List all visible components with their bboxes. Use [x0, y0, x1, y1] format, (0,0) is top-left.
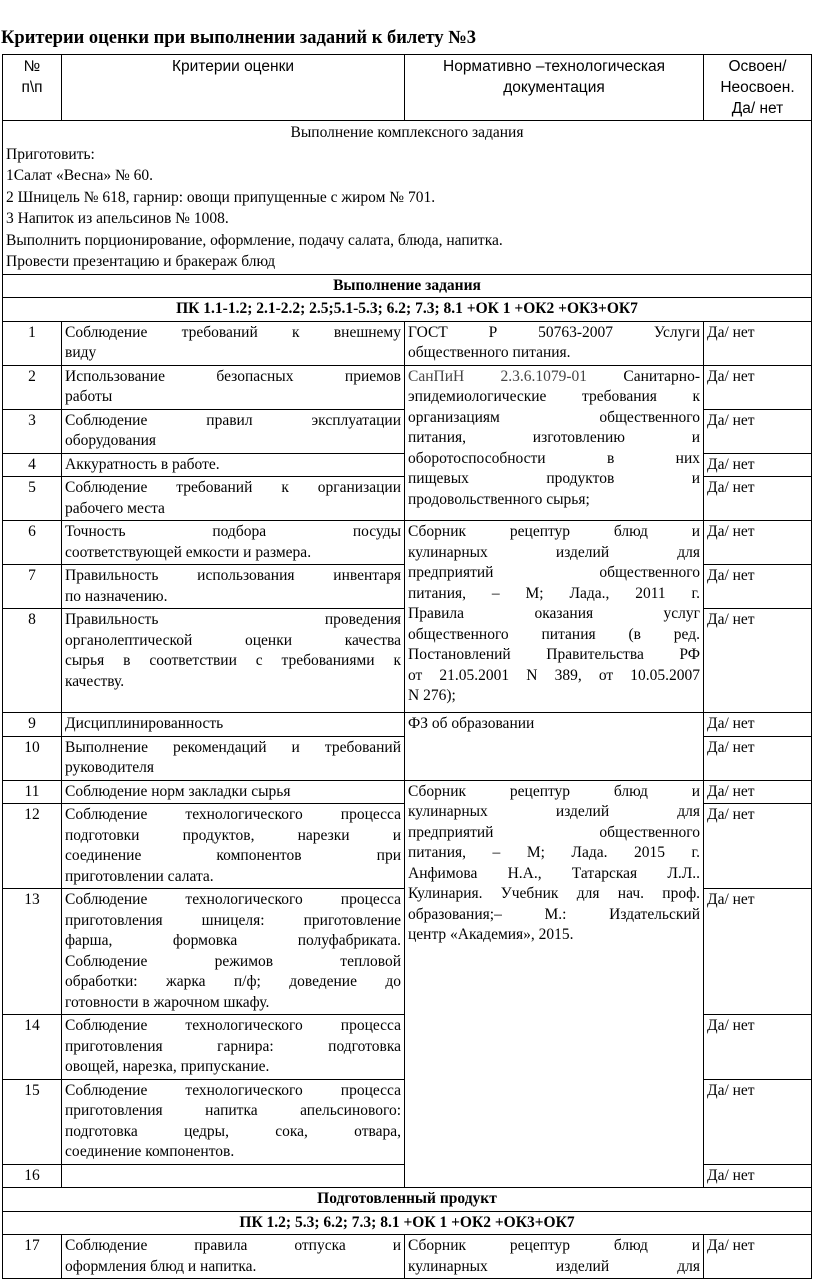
header-mastered-line: Освоен/	[728, 58, 787, 75]
criterion-text: по назначению.	[65, 587, 168, 605]
doc-reference-text: Анфимова Н.А., Татарская Л.Л..	[408, 864, 700, 882]
criterion-text: Соблюдение технологического процесса	[65, 1017, 401, 1034]
mastered-mark: Да/ нет	[704, 713, 812, 737]
mastered-mark: Да/ нет	[704, 321, 812, 365]
doc-reference-text: общественного питания.	[408, 344, 571, 361]
section-competencies: ПК 1.2; 5.3; 6.2; 7.3; 8.1 +ОК 1 +ОК2 +ОК3+ОК7	[3, 1211, 812, 1235]
doc-reference-text: образования;– М.: Издательский	[408, 905, 700, 923]
criterion-text: соединение компонентов при	[65, 847, 401, 864]
row-number: 10	[3, 736, 62, 780]
mastered-mark: Да/ нет	[704, 477, 812, 521]
doc-reference-text: продовольственного сырья;	[408, 490, 590, 508]
doc-reference-text: оборотоспособности в них	[408, 449, 700, 467]
criterion-cell	[62, 780, 405, 804]
section-title: Выполнение задания	[3, 274, 812, 298]
criteria-table	[2, 54, 812, 1279]
table-row	[3, 321, 812, 365]
criterion-text: приготовления напитка апельсинового:	[65, 1102, 401, 1119]
row-number: 7	[3, 565, 62, 609]
row-number: 4	[3, 453, 62, 477]
task-line: 1Салат «Весна» № 60.	[6, 167, 154, 184]
doc-reference-text: предприятий общественного	[408, 564, 700, 581]
criterion-text: приготовления гарнира: подготовка	[65, 1037, 401, 1055]
mastered-mark: Да/ нет	[704, 1015, 812, 1080]
row-number: 14	[3, 1015, 62, 1080]
doc-reference-text: предприятий общественного	[408, 823, 700, 841]
section-title-row	[3, 1188, 812, 1212]
criterion-text: руководителя	[65, 759, 155, 776]
doc-reference-text: питания, – М; Лада., 2011 г.	[408, 584, 700, 602]
criterion-text: Соблюдение технологического процесса	[65, 1081, 401, 1099]
criterion-cell	[62, 321, 405, 365]
mastered-mark: Да/ нет	[704, 453, 812, 477]
section-competencies-row	[3, 1211, 812, 1235]
doc-reference-text: питания, изготовлению и	[408, 429, 700, 446]
doc-reference-text: Сборник рецептур блюд и	[408, 523, 700, 540]
criterion-text: органолептической оценки качества	[65, 631, 401, 649]
task-block	[3, 121, 812, 275]
criterion-text: фарша, формовка полуфабриката.	[65, 932, 401, 949]
criterion-cell	[62, 477, 405, 521]
header-number-line: п\п	[21, 79, 43, 96]
task-line: 3 Напиток из апельсинов № 1008.	[6, 210, 229, 227]
task-line: Выполнить порционирование, оформление, подачу салата, блюда, напитка.	[6, 231, 503, 249]
criterion-text: Выполнение рекомендаций и требований	[65, 738, 401, 756]
task-line: 2 Шницель № 618, гарнир: овощи припущенные с жиром № 701.	[6, 188, 436, 206]
criterion-text: Аккуратность в работе.	[65, 455, 220, 473]
criterion-text: Соблюдение режимов тепловой	[65, 952, 401, 970]
header-number-line: №	[23, 58, 41, 75]
criterion-cell	[62, 713, 405, 737]
doc-reference-text: организациям общественного	[408, 408, 700, 426]
criterion-text: Соблюдение технологического процесса	[65, 891, 401, 908]
criterion-text: сырья в соответствии с требованиями к	[65, 652, 401, 669]
table-row	[3, 780, 812, 804]
doc-reference-cell	[405, 780, 704, 1188]
table-header-row	[3, 55, 812, 121]
doc-reference-text: пищевых продуктов и	[408, 470, 700, 487]
header-number	[3, 55, 62, 121]
criterion-text: качеству.	[65, 672, 125, 690]
criterion-text: работы	[65, 388, 113, 405]
criterion-cell	[62, 1164, 405, 1188]
row-number: 3	[3, 409, 62, 453]
criterion-text: приготовлении салата.	[65, 867, 214, 885]
task-heading: Выполнение комплексного задания	[290, 124, 524, 141]
page-title: Критерии оценки при выполнении заданий к билету №3	[1, 28, 477, 48]
criterion-cell	[62, 1015, 405, 1080]
row-number: 17	[3, 1235, 62, 1279]
criterion-text: приготовления шницеля: приготовление	[65, 911, 401, 929]
criterion-text: Соблюдение норм закладки сырья	[65, 782, 291, 800]
criterion-cell	[62, 453, 405, 477]
doc-reference-text: ФЗ об образовании	[408, 715, 535, 732]
table-row	[3, 365, 812, 409]
criterion-cell	[62, 889, 405, 1015]
table-row	[3, 713, 812, 737]
criterion-text: Точность подбора посуды	[65, 523, 401, 540]
criterion-text: овощей, нарезка, припускание.	[65, 1058, 270, 1075]
criterion-text: оформления блюд и напитка.	[65, 1257, 257, 1275]
table-row	[3, 1235, 812, 1279]
criterion-cell	[62, 1079, 405, 1164]
criterion-text: Соблюдение правил эксплуатации	[65, 411, 401, 429]
criterion-text: Правильность использования инвентаря	[65, 567, 401, 584]
criterion-text: виду	[65, 344, 97, 361]
doc-reference-text	[408, 367, 700, 388]
doc-reference-cell	[405, 713, 704, 781]
header-docs-line: Нормативно –технологическая	[443, 58, 665, 75]
header-mastered-line: Да/ нет	[731, 100, 784, 117]
row-number: 8	[3, 609, 62, 713]
doc-reference-text: Кулинария. Учебник для нач. проф.	[408, 885, 700, 902]
header-docs	[405, 55, 704, 121]
doc-reference-text: Сборник рецептур блюд и	[408, 1237, 700, 1254]
criterion-text: Правильность проведения	[65, 611, 401, 628]
header-mastered	[704, 55, 812, 121]
criterion-text: Использование безопасных приемов	[65, 367, 401, 385]
doc-reference-text: Правила оказания услуг	[408, 605, 700, 622]
criterion-cell	[62, 804, 405, 889]
mastered-mark: Да/ нет	[704, 804, 812, 889]
sanpin-code: СанПиН 2.3.6.1079-01	[408, 367, 588, 385]
section-competencies-row	[3, 298, 812, 322]
criterion-cell	[62, 736, 405, 780]
doc-reference-text: N 276);	[408, 687, 456, 704]
header-docs-line: документация	[503, 79, 605, 96]
criterion-text: Соблюдение технологического процесса	[65, 806, 401, 823]
task-line: Приготовить:	[6, 145, 95, 163]
doc-reference-text: эпидемиологические требования к	[408, 388, 700, 405]
row-number: 11	[3, 780, 62, 804]
task-row	[3, 121, 812, 275]
mastered-mark: Да/ нет	[704, 736, 812, 780]
criterion-text: готовности в жарочном шкафу.	[65, 993, 270, 1011]
doc-reference-cell	[405, 321, 704, 365]
doc-reference-fragment: Санитарно-	[587, 367, 700, 385]
criterion-text: рабочего места	[65, 499, 165, 517]
header-mastered-line: Неосвоен.	[720, 79, 795, 96]
mastered-mark: Да/ нет	[704, 521, 812, 565]
mastered-mark: Да/ нет	[704, 1079, 812, 1164]
criterion-cell	[62, 1235, 405, 1279]
criterion-text: обработки: жарка п/ф; доведение до	[65, 973, 401, 990]
section-title: Подготовленный продукт	[3, 1188, 812, 1212]
doc-reference-text: кулинарных изделий для	[408, 1257, 700, 1275]
section-competencies: ПК 1.1-1.2; 2.1-2.2; 2.5;5.1-5.3; 6.2; 7.3; 8.1 +ОК 1 +ОК2 +ОК3+ОК7	[3, 298, 812, 322]
mastered-mark: Да/ нет	[704, 780, 812, 804]
doc-reference-text: кулинарных изделий для	[408, 803, 700, 820]
mastered-mark: Да/ нет	[704, 1164, 812, 1188]
mastered-mark: Да/ нет	[704, 1235, 812, 1279]
criterion-text: подготовка цедры, сока, отвара,	[65, 1122, 401, 1140]
row-number: 16	[3, 1164, 62, 1188]
row-number: 5	[3, 477, 62, 521]
criterion-text: соответствующей емкости и размера.	[65, 543, 312, 561]
mastered-mark: Да/ нет	[704, 609, 812, 713]
criterion-text: Соблюдение требований к организации	[65, 479, 401, 496]
header-criteria: Критерии оценки	[62, 55, 405, 121]
criterion-cell	[62, 409, 405, 453]
doc-reference-cell	[405, 521, 704, 713]
criterion-cell	[62, 521, 405, 565]
criterion-text: оборудования	[65, 432, 157, 449]
table-row	[3, 521, 812, 565]
doc-reference-cell	[405, 365, 704, 521]
criterion-text: Соблюдение правила отпуска и	[65, 1237, 401, 1254]
task-line: Провести презентацию и бракераж блюд	[6, 253, 276, 270]
doc-reference-text: центр «Академия», 2015.	[408, 926, 574, 943]
doc-reference-cell	[405, 1235, 704, 1279]
row-number: 15	[3, 1079, 62, 1164]
mastered-mark: Да/ нет	[704, 565, 812, 609]
row-number: 1	[3, 321, 62, 365]
doc-reference-text: Сборник рецептур блюд и	[408, 782, 700, 800]
doc-reference-text: питания, – М; Лада. 2015 г.	[408, 844, 700, 861]
row-number: 6	[3, 521, 62, 565]
criterion-text: Дисциплинированность	[65, 715, 224, 732]
doc-reference-text: Постановлений Правительства РФ	[408, 646, 700, 663]
criterion-text: соединение компонентов.	[65, 1143, 235, 1160]
mastered-mark: Да/ нет	[704, 889, 812, 1015]
criterion-text: Соблюдение требований к внешнему	[65, 323, 401, 341]
criterion-cell	[62, 609, 405, 713]
mastered-mark: Да/ нет	[704, 365, 812, 409]
criterion-cell	[62, 565, 405, 609]
row-number: 2	[3, 365, 62, 409]
row-number: 12	[3, 804, 62, 889]
mastered-mark: Да/ нет	[704, 409, 812, 453]
doc-reference-text: общественного питания (в ред.	[408, 625, 700, 643]
doc-reference-text: ГОСТ Р 50763-2007 Услуги	[408, 323, 700, 341]
doc-reference-text: кулинарных изделий для	[408, 543, 700, 561]
row-number: 9	[3, 713, 62, 737]
section-title-row	[3, 274, 812, 298]
row-number: 13	[3, 889, 62, 1015]
criterion-text: подготовки продуктов, нарезки и	[65, 826, 401, 844]
criterion-cell	[62, 365, 405, 409]
doc-reference-text: от 21.05.2001 N 389, от 10.05.2007	[408, 666, 700, 684]
